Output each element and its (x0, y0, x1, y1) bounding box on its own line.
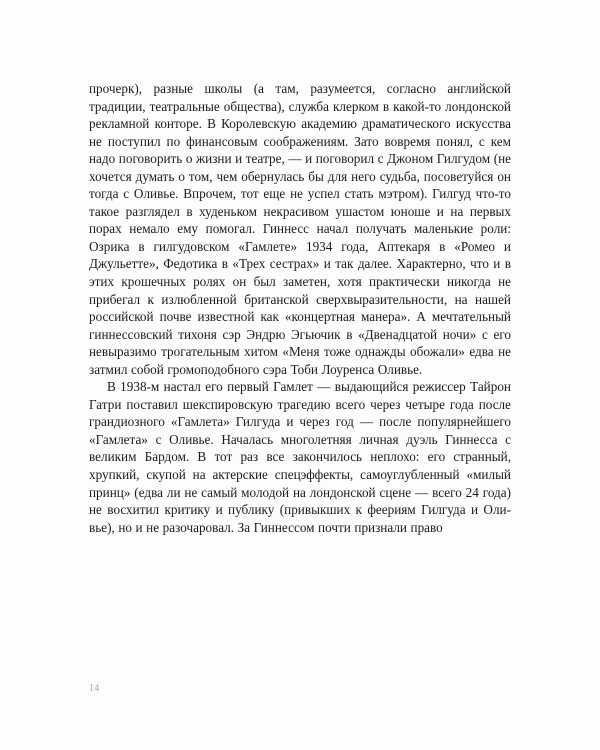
body-paragraph: прочерк), разные школы (а там, разумеется, согласно английской традиции, театральные общества), служба клерком в какой-то лондонской рекламной конторе. В Королевскую академию драматического искусства не поступил по финансовым соображениям. Зато вовремя понял, с кем надо поговорить о жизни и театре, — и поговорил с Джоном Гилгудом (не хочется думать о том, чем обернулась бы для него судьба, посоветуйся он тогда с Оливье. Впрочем, тот еще не успел стать мэтром). Гилгуд что-то такое разглядел в худеньком некрасивом ушастом юноше и на первых порах немало ему помогал. Гиннесс начал получать маленькие роли: Озрика в гилгудовском «Гамлете» 1934 года, Аптекаря в «Ромео и Джульетте», Федотика в «Трех сестрах» и так далее. Характерно, что и в этих крошечных ролях он был заметен, хотя практически никогда не прибегал к излюбленной британской сверхвыразительности, на нашей российской почве известной как «концертная манера». А мечтательный гиннессовский тихоня сэр Эндрю Эгьючик в «Двенадцатой ночи» с его невыразимо трогательным хитом «Меня тоже однажды обожали» едва не затмил собой громоподобного сэра Тоби Лоуренса Оливье. (89, 81, 511, 377)
body-paragraph: В 1938-м настал его первый Гамлет — выдающийся режиссер Тайрон Гатри поставил шекспировскую трагедию всего через четыре года после грандиозного «Гамлета» Гилгуда и через год — после популярнейшего «Гамлета» с Оливье. Началась многолетняя личная дуэль Гиннесса с великим Бардом. В тот раз все закончилось неплохо: его странный, хрупкий, скупой на актерские спецэффекты, самоуглубленный «милый принц» (едва ли не самый молодой на лондонской сцене — всего 24 года) не восхитил критику и публику (привыкших к феериям Гилгуда и Оливье), но и не разочаровал. За Гиннессом почти признали право (89, 379, 511, 535)
text-column (89, 80, 511, 536)
page-number: 14 (89, 683, 100, 694)
